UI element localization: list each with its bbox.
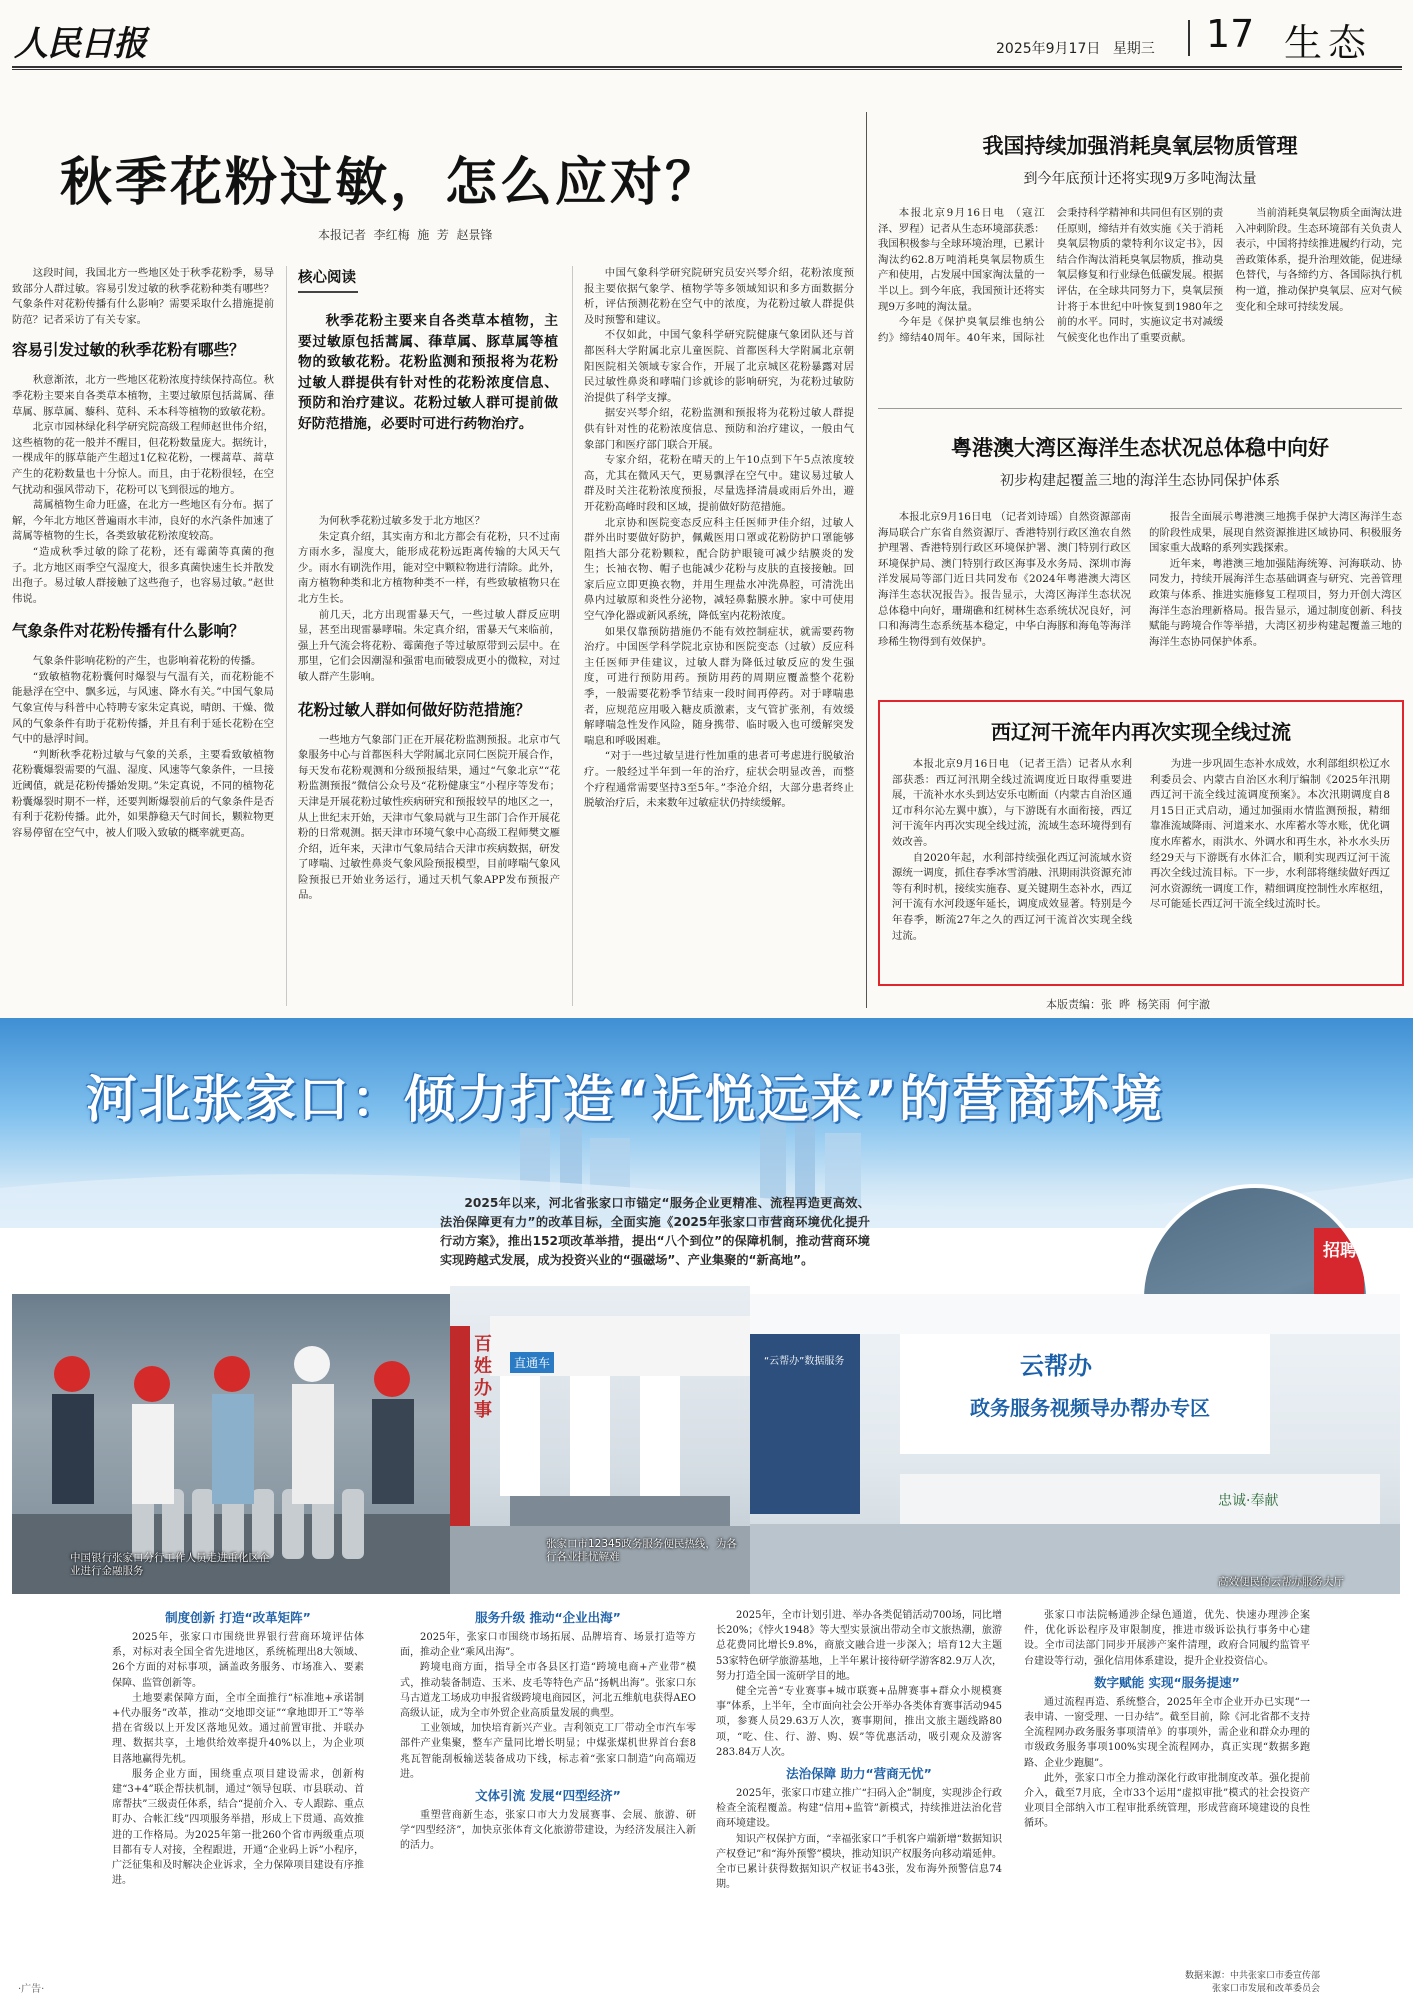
ad-col-4-title: 数字赋能 实现“服务提速”	[1094, 1674, 1240, 1690]
paragraph: 为进一步巩固生态补水成效，水利部组织松辽水利委员会、内蒙古自治区水利厅编制《2025年汛期西辽河干流全线过流调度预案》。本次汛期调度自8月15日正式启动，通过加强雨水情监测预报，精细靠准流域降雨、河道来水、水库蓄水等水账，优化调度水库蓄水，雨洪水、外调水和再生水，补水水头历经29天与下游既有水体汇合，顺利实现西辽河干流再次全线过流目标。下一步，水利部将继续做好西辽河水资源统一调度工作，精细调度控制性水库枢纽，尽可能延长西辽河干流全线过流时长。	[1150, 758, 1390, 911]
paragraph: “判断秋季花粉过敏与气象的关系，主要看致敏植物花粉囊爆裂需要的气温、湿度、风速等气象条件，一旦接近阈值，就是花粉传播始发期。”朱定真说，不同的植物花粉囊爆裂时期不一样，还要判断爆裂前后的气象条件是否有利于花粉传播。此外，如果静稳天气时间长，颗粒物更容易停留在空气中，被人们吸入致敏的概率就更高。	[12, 748, 274, 839]
paragraph: 2025年，张家口市围绕市场拓展、品牌培育、场景打造等方面，推动企业“乘风出海”。	[400, 1632, 696, 1659]
photo-cloud-service-hall	[750, 1294, 1400, 1594]
paragraph: 前几天，北方出现雷暴天气，一些过敏人群反应明显，甚至出现雷暴哮喘。朱定真介绍，雷暴天气来临前，强上升气流会将花粉、霉菌孢子等过敏原带到云层中。在那里，它们会因潮湿和强雷电而破裂成更小的微粒，对过敏人群产生影响。	[298, 608, 560, 683]
paragraph: 本报北京9月16日电 （记者王浩）记者从水利部获悉：西辽河汛期全线过流调度近日取得重要进展，干流补水水头到达安乐屯断面（内蒙古自治区通辽市科尔沁左翼中旗），与下游既有水面衔接，西辽河干流年内再次实现全线过流，流域生态环境得到有效改善。	[892, 758, 1132, 848]
paragraph: 专家介绍，花粉在晴天的上午10点到下午5点浓度较高，尤其在微风天气，更易飘浮在空气中。建议易过敏人群及时关注花粉浓度预报，尽量选择清晨或雨后外出，避开花粉高峰时段和区域，提前做好防范措施。	[584, 454, 854, 513]
ad-col-2	[400, 1604, 696, 1976]
ad-col-1-title: 制度创新 打造“改革矩阵”	[165, 1610, 311, 1625]
masthead	[0, 0, 1413, 70]
newspaper-logo: 人民日报	[14, 24, 146, 64]
paragraph: 一些地方气象部门正在开展花粉监测预报。北京市气象服务中心与首都医科大学附属北京同仁医院开展合作，每天发布花粉观测和分级预报结果，通过“气象北京”“花粉监测预报”微信公众号及“花粉健康宝”小程序等发布；天津是开展花粉过敏性疾病研究和预报较早的地区之一，从上世纪末开始，天津市气象局就与卫生部门合作开展花粉的日常观测。据天津市环境气象中心高级工程师樊文雁介绍，近年来，天津市气象局结合天津市疾病数据，研发了哮喘、过敏性鼻炎气象风险预报模型，目前哮喘气象风险预报已开始业务运行，通过天机气象APP发布预报产品。	[298, 733, 560, 902]
photo-sign-text: 云帮办	[1020, 1352, 1092, 1380]
photo-hotline	[450, 1286, 750, 1594]
section-2-title: 气象条件对花粉传播有什么影响？	[12, 622, 245, 641]
paragraph: 健全完善“专业赛事+城市联赛+品牌赛事+群众小规模赛事”体系，上半年，全市面向社会公开举办各类体育赛事活动945项，参赛人员29.63万人次，赛事期间，推出文旅主题线路80项，“吃、住、行、游、购、娱”等优惠活动，吸引观众及游客283.84万人次。	[716, 1686, 1002, 1758]
paragraph: 工业领域，加快培育新兴产业。吉利领克工厂带动全市汽车零部件产业集聚，整车产量同比增长明显；中煤张煤机世界首台套8兆瓦智能刮板输送装备成功下线，标志着“张家口制造”向高端迈进。	[400, 1723, 696, 1780]
paragraph: 气象条件影响花粉的产生，也影响着花粉的传播。	[32, 655, 262, 668]
ad-col-3	[716, 1608, 1002, 1976]
ad-col-2-title: 服务升级 推动“企业出海”	[475, 1610, 621, 1625]
ad-label: ·广告·	[18, 1984, 45, 1995]
paragraph: 近年来，粤港澳三地加强陆海统筹、河海联动、协同发力，持续开展海洋生态基础调查与研究、完善管理政策与体系、推进实施修复工程项目，努力开创大湾区海洋生态治理新格局。报告显示，通过制度创新、科技赋能与跨境合作等举措，大湾区初步构建起覆盖三地的海洋生态协同保护体系。	[1149, 557, 1402, 648]
service-hall-illustration	[750, 1294, 1400, 1594]
main-col-2	[298, 514, 560, 1006]
paragraph: 今年是《保护臭氧层维也纳公约》缔结40周年。40年来，国际社会秉持科学精神和共同但有区别的责任原则，缔结并有效实施《关于消耗臭氧层物质的蒙特利尔议定书》，因结合作淘汰消耗臭氧层物质，推动臭氧层修复和行业绿色低碳发展。根据评估，在全球共同努力下，臭氧层预计将于本世纪中叶恢复到1980年之前的水平。同时，实施议定书对减缓气候变化也作出了重要贡献。	[878, 207, 1224, 344]
section-3-title: 花粉过敏人群如何做好防范措施？	[298, 700, 531, 719]
paragraph: 跨境电商方面，指导全市各县区打造“跨境电商+产业带”模式，推动装备制造、玉米、皮毛等特色产品“扬帆出海”。张家口东马古道龙工场成功申报省级跨境电商园区，河北五维航电获得AEO高级认证，成为全市外贸企业高质量发展的典型。	[400, 1662, 696, 1720]
ad-col-4	[1024, 1608, 1310, 1976]
news-3-highlight-box	[878, 700, 1404, 986]
news-2	[878, 412, 1402, 694]
section-1-title: 容易引发过敏的秋季花粉有哪些？	[12, 341, 245, 360]
paragraph: 蒿属植物生命力旺盛，在北方一些地区有分布。据了解，今年北方地区普遍雨水丰沛，良好的水汽条件加速了蒿属等植物的生长，各类致敏花粉浓度较高。	[12, 499, 274, 543]
paragraph: “造成秋季过敏的除了花粉，还有霉菌等真菌的孢子。北方地区雨季空气湿度大，很多真菌快速生长并散发出孢子。易过敏人群接触了这些孢子，也容易过敏。”赵世伟说。	[12, 545, 274, 605]
paragraph: 本报北京9月16日电 （寇江泽、罗程）记者从生态环境部获悉：我国积极参与全球环境治理，已累计淘汰约62.8万吨消耗臭氧层物质生产和使用，占发展中国家淘汰量的一半以上。到今年底，我国预计还将实现9万多吨的淘汰量。	[878, 207, 1045, 313]
paragraph: 为何秋季花粉过敏多发于北方地区？	[318, 515, 486, 527]
masthead-rule	[12, 66, 1402, 68]
paragraph: 重塑营商新生态，张家口市大力发展赛事、会展、旅游、研学“四型经济”，加快京张体育文化旅游带建设，为经济发展注入新的活力。	[400, 1810, 696, 1852]
date-text: 2025年9月17日	[996, 41, 1101, 57]
news-1-title: 我国持续加强消耗臭氧层物质管理	[982, 134, 1298, 158]
paragraph: 不仅如此，中国气象科学研究院健康气象团队还与首都医科大学附属北京儿童医院、首都医科大学附属北京朝阳医院相关领域专家合作，开展了北京城区花粉暴露对居民过敏性鼻炎和哮喘门诊就诊的影响研究，为花粉过敏防治提供了科学支撑。	[584, 329, 854, 404]
paragraph: “对于一些过敏呈进行性加重的患者可考虑进行脱敏治疗。一般经过半年到一年的治疗，症状会明显改善，而整个疗程通常需要坚持3至5年。”李沧介绍，大部分患者终止脱敏治疗后，未来数年过敏症状仍持续缓解。	[584, 750, 854, 810]
photo-sign-subtext: 政务服务视频导办帮办专区	[970, 1396, 1210, 1420]
paragraph: 知识产权保护方面，“幸福张家口”手机客户端新增“数据知识产权登记”和“海外预警”模块，推动知识产权服务向移动端延伸。全市已累计获得数据知识产权证书43张，发布海外预警信息74期。	[716, 1833, 1002, 1891]
issue-date	[996, 38, 1155, 58]
main-col-1	[12, 266, 274, 1006]
photo-caption: 张家口市12345政务服务便民热线，为各行各业排忧解难	[546, 1538, 737, 1563]
photo-desk-text: 忠诚·奉献	[1218, 1493, 1279, 1509]
weekday-text: 星期三	[1112, 41, 1155, 57]
paragraph: 朱定真介绍，其实南方和北方都会有花粉，只不过南方雨水多，湿度大，能形成花粉远距离传输的大风天气少。雨水有刷洗作用，能对空中颗粒物进行清除。此外，南方植物种类和北方植物种类不一样，有些致敏植物只在北方生长。	[298, 530, 560, 605]
paragraph: 据安兴琴介绍，花粉监测和预报将为花粉过敏人群提供有针对性的花粉浓度信息、预防和治疗建议，一般由气象部门和医疗部门联合开展。	[584, 407, 854, 451]
photo-banner-text: 招聘	[1323, 1241, 1357, 1261]
news-1-subtitle: 到今年底预计还将实现9万多吨淘汰量	[1023, 171, 1257, 187]
core-reading-text: 秋季花粉主要来自各类草本植物，主要过敏原包括蒿属、葎草属、豚草属等植物的致敏花粉。花粉监测和预报将为花粉过敏人群提供有针对性的花粉浓度信息、预防和治疗建议。花粉过敏人群可提前做好防范措施，必要时可进行药物治疗。	[298, 313, 558, 432]
paragraph: 2025年，全市计划引进、举办各类促销活动700场，同比增长20%；《悖火1948》等大型实景演出带动全市文旅热潮，旅游总花费同比增长9.8%，商旅文融合进一步深入；培育12大主题53家特色研学旅游基地，上半年累计接待研学游客82.9万人次，努力打造全国一流研学目的地。	[716, 1610, 1002, 1682]
core-reading-label: 核心阅读	[298, 270, 356, 286]
paragraph: 通过流程再造、系统整合，2025年全市企业开办已实现“一表申请、一窗受理、一日办结”。截至目前，除《河北省都不支持全流程网办政务服务事项清单》的事项外，需企业和群众办理的市级政务服务事项100%实现全流程网办，真正实现“数据多跑路、企业少跑腿”。	[1024, 1696, 1310, 1769]
photo-pillar-text: 百姓办事	[474, 1334, 492, 1421]
news-2-title: 粤港澳大湾区海洋生态状况总体稳中向好	[951, 436, 1329, 460]
paragraph: 中国气象科学研究院研究员安兴琴介绍，花粉浓度预报主要依据气象学、植物学等多领域知识和多方面数据分析，评估预测花粉在空气中的浓度，为花粉过敏人群提供及时预警和建议。	[584, 267, 854, 326]
paragraph: 北京市园林绿化科学研究院高级工程师赵世伟介绍，这些植物的花一般并不醒目，但花粉数量庞大。据统计，一棵成年的豚草能产生超过1亿粒花粉，一棵蒿草、蒿草产生的花粉数量也十分惊人。而且，由于花粉很轻，在空气扰动和强风带动下，花粉可以飞到很远的地方。	[12, 421, 274, 496]
paragraph: 当前消耗臭氧层物质全面淘汰进入冲刺阶段。生态环境部有关负责人表示，中国将持续推进履约行动，完善政策体系，提升治理效能，促进绿色替代，与各缔约方、各国际执行机构一道，推动保护臭氧层、应对气候变化和全球可持续发展。	[1235, 207, 1402, 313]
bank-staff-illustration	[12, 1294, 450, 1594]
editors-line: 本版责编：张 晔 杨笑雨 何宇澈	[1046, 998, 1210, 1011]
photo-bank-service	[12, 1294, 450, 1594]
photo-caption: 中国银行张家口分行工作人员走进重化区企业进行金融服务	[70, 1552, 270, 1577]
advertisement-section	[0, 1018, 1413, 2000]
paragraph: 土地要素保障方面，全市全面推行“标准地+承诺制+代办服务”改革，推动“交地即交证”“拿地即开工”等举措在省级以上开发区落地见效。通过前置审批、并联办理、数据共享，土地供给效率提升40%以上，为企业项目落地赢得先机。	[112, 1692, 364, 1765]
ad-col-1	[112, 1604, 364, 1976]
photo-caption: 高效便民的云帮办服务大厅	[1218, 1576, 1344, 1588]
ad-col-2b-title: 文体引流 发展“四型经济”	[475, 1788, 621, 1804]
paragraph: 报告全面展示粤港澳三地携手保护大湾区海洋生态的阶段性成果，展现自然资源推进区域协同、积极服务国家重大战略的系列实践探索。	[1149, 511, 1402, 555]
paragraph: 自2020年起，水利部持续强化西辽河流域水资源统一调度，抓住春季冰雪消融、汛期雨洪资源充沛等有利时机，接续实施春、夏关键期生态补水，西辽河干流有水河段逐年延长，调度成效显著。特别是今年春季，断流27年之久的西辽河干流首次实现全线过流。	[892, 851, 1132, 942]
paragraph: 2025年，张家口市围绕世界银行营商环境评估体系，对标对表全国全省先进地区，系统梳理出8大领域、26个方面的对标事项，涵盖政务服务、市场准入、要素保障、监管创新等。	[112, 1632, 364, 1689]
photo-wall-text: “云帮办”数据服务	[764, 1356, 845, 1367]
paragraph: 本报北京9月16日电 （记者刘诗瑶）自然资源部南海局联合广东省自然资源厅、香港特别行政区渔农自然护理署、香港特别行政区环境保护署、澳门特别行政区环境保护局、澳门特别行政区海事及水务局、深圳市海洋发展局等部门近日共同发布《2024年粤港澳大湾区海洋生态状况报告》。报告显示，大湾区海洋生态状况总体稳中向好，珊瑚礁和红树林生态系统状况良好，河口和海湾生态系统基本稳定，中华白海豚和海龟等海洋珍稀生物得到有效保护。	[878, 511, 1131, 648]
paragraph: 北京协和医院变态反应科主任医师尹佳介绍，过敏人群外出时要做好防护，佩戴医用口罩或花粉防护口罩能够阻挡大部分花粉颗粒，配合防护眼镜可减少结膜炎的发生；长袖衣物、帽子也能减少花粉与皮肤的直接接触。回家后应立即更换衣物，并用生理盐水冲洗鼻腔，可清洗出鼻内过敏原和炎性分泌物，减轻鼻黏膜水肿。家中可使用空气净化器或新风系统，降低室内花粉浓度。	[584, 516, 854, 623]
intro-paragraph: 这段时间，我国北方一些地区处于秋季花粉季，易导致部分人群过敏。容易引发过敏的秋季花粉种类有哪些？气象条件对花粉传播有什么影响？需要采取什么措施提前防范？记者采访了有关专家。	[12, 267, 274, 326]
paragraph: 张家口市法院畅通涉企绿色通道，优先、快速办理涉企案件，优化诉讼程序及审限制度，推进市级诉讼执行事务中心建设。全市司法部门同步开展涉产案件清理，政府合同履约监管平台建设等行动，强化信用体系建设，提升企业投资信心。	[1024, 1610, 1310, 1667]
ad-source: 数据来源：中共张家口市委宣传部 张家口市发展和改革委员会	[1184, 1971, 1320, 1994]
paragraph: “致敏植物花粉囊何时爆裂与气温有关，而花粉能不能悬浮在空中、飘多远，与风速、降水有关。”中国气象局气象宣传与科普中心特聘专家朱定真说，晴朗、干燥、微风的气象条件有助于花粉传播，并且有利于延长花粉在空气中的悬浮时间。	[12, 670, 274, 746]
ad-title: 河北张家口：倾力打造“近悦远来”的营商环境	[86, 1071, 1165, 1130]
vertical-divider	[1188, 20, 1190, 56]
page-number: 17	[1206, 12, 1255, 56]
news-1	[878, 112, 1402, 404]
paragraph: 2025年，张家口市建立推广“扫码入企”制度，实现涉企行政检查全流程覆盖。构建“信用+监管”新模式，持续推进法治化营商环境建设。	[716, 1788, 1002, 1830]
paragraph: 此外，张家口市全力推动深化行政审批制度改革。强化提前介入，截至7月底，全市33个运用“虚拟审批”模式的社会投资产业项目全部纳入市工程审批系统管理，形成营商环境建设的良性循环。	[1024, 1772, 1310, 1830]
paragraph: 秋意渐浓，北方一些地区花粉浓度持续保持高位。秋季花粉主要来自各类草本植物，主要过敏原包括蒿属、葎草属、豚草属、藜科、苋科、禾本科等植物的致敏花粉。	[12, 374, 274, 418]
paragraph: 服务企业方面，围绕重点项目建设需求，创新构建“3+4”联企帮扶机制，通过“领导包联、市县联动、首席帮扶”三级责任体系，结合“提前介入、专人跟踪、重点盯办、合帐汇线”四项服务举措，形成上下贯通、高效推进的工作格局。为2025年第一批260个省市两级重点项目都有专人对接，全程跟进，开通“企业码上诉”小程序，广泛征集和及时解决企业诉求，全力保障项目建设有序推进。	[112, 1768, 364, 1887]
ad-intro: 2025年以来，河北省张家口市锚定“服务企业更精准、流程再造更高效、法治保障更有力”的改革目标，全面实施《2025年张家口市营商环境优化提升行动方案》，推出152项改革举措，提出“八个到位”的保障机制，推动营商环境实现跨越式发展，成为投资兴业的“强磁场”、产业集聚的“新高地”。	[440, 1196, 870, 1267]
paragraph: 如果仅靠预防措施仍不能有效控制症状，就需要药物治疗。中国医学科学院北京协和医院变态（过敏）反应科主任医师尹佳建议，过敏人群为降低过敏反应的发生强度，可进行预防用药。预防用药的周期应覆盖整个花粉季，一般需要花粉季节结束一段时间再停药。对于哮喘患者，应规范应用吸入糖皮质激素，支气管扩张剂，有效缓解哮喘急性发作风险，随身携带、临时吸入也可缓解突发喘息和呼吸困难。	[584, 625, 854, 747]
main-headline: 秋季花粉过敏，怎么应对？	[60, 153, 721, 213]
ad-col-3b-title: 法治保障 助力“营商无忧”	[786, 1766, 932, 1782]
photo-board-text: 直通车	[510, 1352, 554, 1373]
main-col-3	[584, 266, 854, 1006]
main-byline: 本报记者 李红梅 施 芳 赵景锋	[318, 228, 493, 242]
core-reading-box	[298, 266, 558, 486]
section-name: 生态	[1284, 21, 1373, 65]
news-3-title: 西辽河干流年内再次实现全线过流	[991, 720, 1291, 744]
news-2-subtitle: 初步构建起覆盖三地的海洋生态协同保护体系	[1000, 473, 1280, 489]
